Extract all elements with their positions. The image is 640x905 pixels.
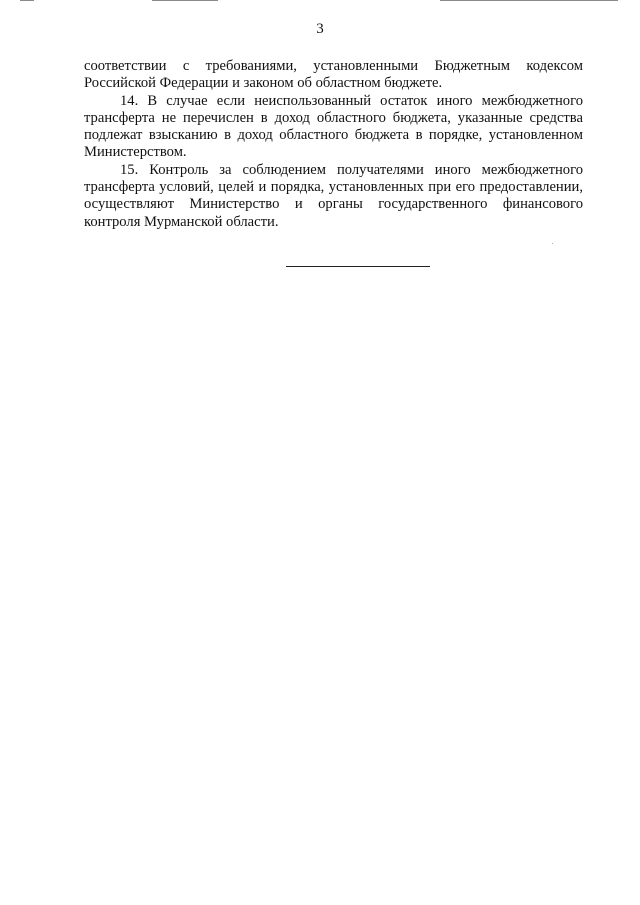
scan-artifact-top-left (20, 0, 34, 1)
document-body (84, 58, 583, 231)
scan-artifact-top-right (440, 0, 618, 1)
scan-artifact-top-center (152, 0, 218, 1)
paragraph-item-15: 15. Контроль за соблюдением получателями иного межбюджетного трансферта условий, целей и порядка, установленных при его предоставлении, осуществляют Министерство и органы государственного финансового контроля Мурманской области. (84, 161, 583, 230)
page-number: 3 (316, 21, 324, 37)
paragraph-continuation: соответствии с требованиями, установленными Бюджетным кодексом Российской Федерации и законом об областном бюджете. (84, 58, 583, 92)
closing-divider (286, 266, 430, 267)
scan-speck (552, 243, 553, 244)
paragraph-item-14: 14. В случае если неиспользованный остаток иного межбюджетного трансферта не перечислен в доход областного бюджета, указанные средства подлежат взысканию в доход областного бюджета в порядке, установленном Министерством. (84, 92, 583, 161)
